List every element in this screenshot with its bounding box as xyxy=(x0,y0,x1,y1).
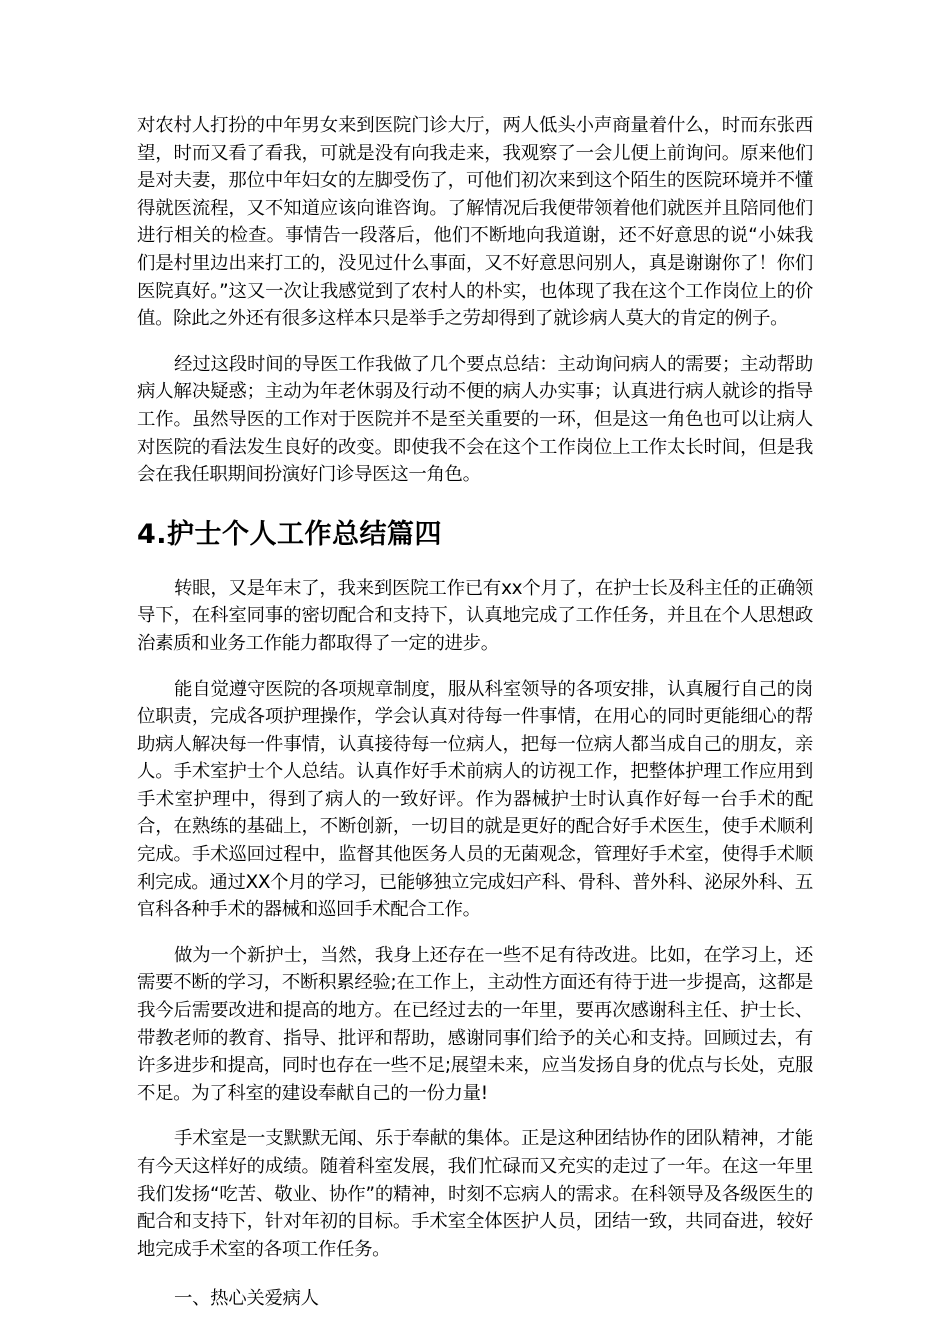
paragraph-5: 做为一个新护士，当然，我身上还存在一些不足有待改进。比如，在学习上，还需要不断的学习，不断积累经验;在工作上，主动性方面还有待于进一步提高，这都是我今后需要改进和提高的地方。在已经过去的一年里，要再次感谢科主任、护士长、带教老师的教育、指导、批评和帮助，感谢同事们给予的关心和支持。回顾过去，有许多进步和提高，同时也存在一些不足;展望未来，应当发扬自身的优点与长处，克服不足。为了科室的建设奉献自己的一份力量! xyxy=(137,944,813,1104)
paragraph-6: 手术室是一支默默无闻、乐于奉献的集体。正是这种团结协作的团队精神，才能有今天这样好的成绩。随着科室发展，我们忙碌而又充实的走过了一年。在这一年里我们发扬“吃苦、敬业、协作”的精神，时刻不忘病人的需求。在科领导及各级医生的配合和支持下，针对年初的目标。手术室全体医护人员，团结一致，共同奋进，较好地完成手术室的各项工作任务。 xyxy=(137,1128,813,1260)
document-page xyxy=(137,112,813,1313)
paragraph-1: 对农村人打扮的中年男女来到医院门诊大厅，两人低头小声商量着什么，时而东张西望，时而又看了看我，可就是没有向我走来，我观察了一会儿便上前询问。原来他们是对夫妻，那位中年妇女的左脚受伤了，可他们初次来到这个陌生的医院环境并不懂得就医流程，又不知道应该向谁咨询。了解情况后我便带领着他们就医并且陪同他们进行相关的检查。事情告一段落后，他们不断地向我道谢，还不好意思的说“小妹我们是村里边出来打工的，没见过什么事面，又不好意思问别人，真是谢谢你了！你们医院真好。”这又一次让我感觉到了农村人的朴实，也体现了我在这个工作岗位上的价值。除此之外还有很多这样本只是举手之劳却得到了就诊病人莫大的肯定的例子。 xyxy=(137,115,813,330)
paragraph-2: 经过这段时间的导医工作我做了几个要点总结：主动询问病人的需要；主动帮助病人解决疑惑；主动为年老休弱及行动不便的病人办实事；认真进行病人就诊的指导工作。虽然导医的工作对于医院并不是至关重要的一环，但是这一角色也可以让病人对医院的看法发生良好的改变。即使我不会在这个工作岗位上工作太长时间，但是我会在我任职期间扮演好门诊导医这一角色。 xyxy=(137,353,813,486)
subheading: 一、热心关爱病人 xyxy=(174,1288,319,1310)
section-heading: 4.护士个人工作总结篇四 xyxy=(137,518,443,550)
paragraph-4: 能自觉遵守医院的各项规章制度，服从科室领导的各项安排，认真履行自己的岗位职责，完成各项护理操作，学会认真对待每一件事情，在用心的同时更能细心的帮助病人解决每一件事情，认真接待每一位病人，把每一位病人都当成自己的朋友，亲人。手术室护士个人总结。认真作好手术前病人的访视工作，把整体护理工作应用到手术室护理中，得到了病人的一致好评。作为器械护士时认真作好每一台手术的配合，在熟练的基础上，不断创新，一切目的就是更好的配合好手术医生，使手术顺利完成。手术巡回过程中，监督其他医务人员的无菌观念，管理好手术室，使得手术顺利完成。通过XX个月的学习，已能够独立完成妇产科、骨科、普外科、泌尿外科、五官科各种手术的器械和巡回手术配合工作。 xyxy=(137,678,813,921)
paragraph-3: 转眼，又是年末了，我来到医院工作已有xx个月了，在护士长及科主任的正确领导下，在科室同事的密切配合和支持下，认真地完成了工作任务，并且在个人思想政治素质和业务工作能力都取得了一定的进步。 xyxy=(137,577,813,654)
